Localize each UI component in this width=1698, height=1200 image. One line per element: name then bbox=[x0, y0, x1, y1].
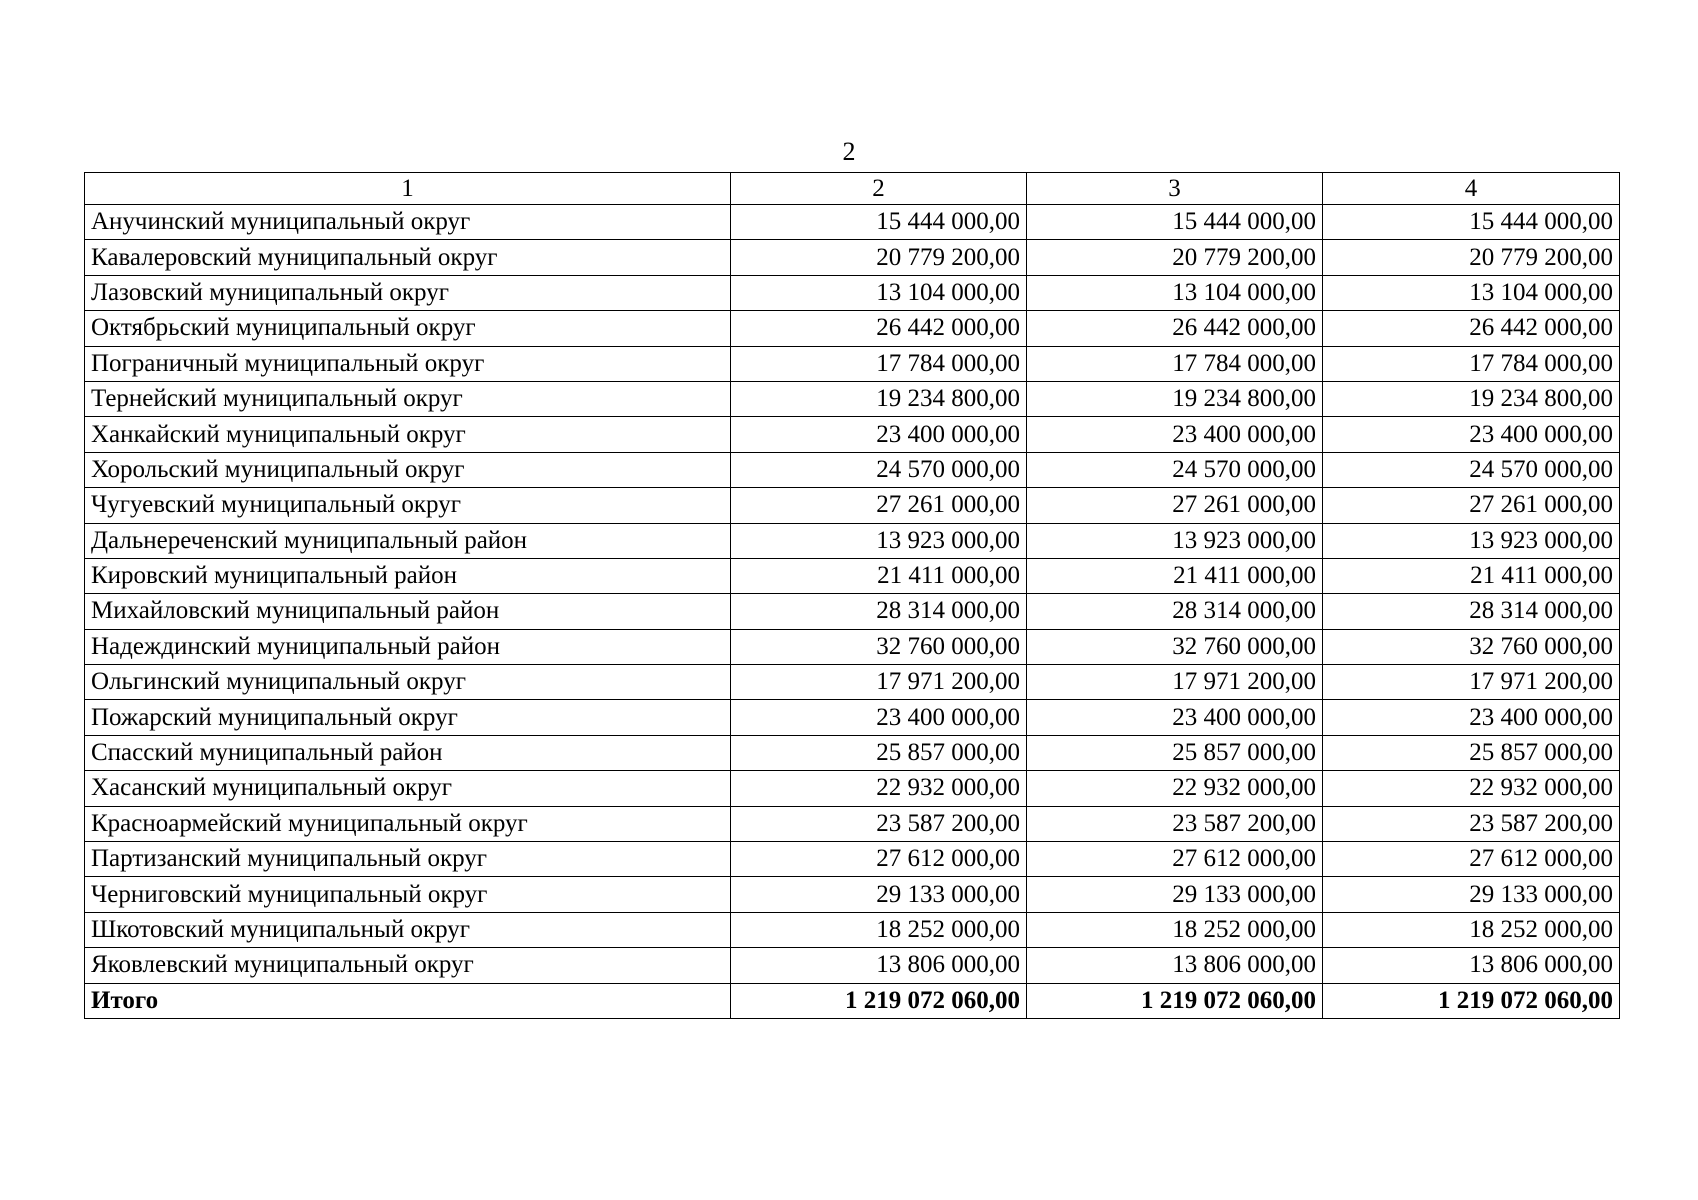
amount-column-2: 23 400 000,00 bbox=[731, 700, 1027, 735]
table-row bbox=[85, 417, 1620, 452]
amount-column-3: 27 612 000,00 bbox=[1027, 842, 1323, 877]
table-row bbox=[85, 948, 1620, 983]
amount-column-2: 13 104 000,00 bbox=[731, 275, 1027, 310]
table-body bbox=[85, 205, 1620, 1019]
municipality-name: Ольгинский муниципальный округ bbox=[85, 665, 731, 700]
municipality-name: Тернейский муниципальный округ bbox=[85, 381, 731, 416]
municipality-name: Хорольский муниципальный округ bbox=[85, 452, 731, 487]
amount-column-3: 24 570 000,00 bbox=[1027, 452, 1323, 487]
municipality-name: Пожарский муниципальный округ bbox=[85, 700, 731, 735]
column-header-4: 4 bbox=[1323, 173, 1620, 205]
column-header-2: 2 bbox=[731, 173, 1027, 205]
amount-column-3: 15 444 000,00 bbox=[1027, 205, 1323, 240]
amount-column-2: 13 806 000,00 bbox=[731, 948, 1027, 983]
amount-column-4: 21 411 000,00 bbox=[1323, 558, 1620, 593]
municipality-name: Пограничный муниципальный округ bbox=[85, 346, 731, 381]
amount-column-3: 23 587 200,00 bbox=[1027, 806, 1323, 841]
amount-column-4: 20 779 200,00 bbox=[1323, 240, 1620, 275]
table-row bbox=[85, 240, 1620, 275]
municipality-name: Партизанский муниципальный округ bbox=[85, 842, 731, 877]
municipality-name: Чугуевский муниципальный округ bbox=[85, 488, 731, 523]
amount-column-3: 13 923 000,00 bbox=[1027, 523, 1323, 558]
column-number-row bbox=[85, 173, 1620, 205]
amount-column-4: 17 971 200,00 bbox=[1323, 665, 1620, 700]
amount-column-2: 29 133 000,00 bbox=[731, 877, 1027, 912]
municipality-name: Анучинский муниципальный округ bbox=[85, 205, 731, 240]
table-row bbox=[85, 700, 1620, 735]
table-row bbox=[85, 842, 1620, 877]
amount-column-3: 18 252 000,00 bbox=[1027, 912, 1323, 947]
amount-column-2: 32 760 000,00 bbox=[731, 629, 1027, 664]
amount-column-2: 18 252 000,00 bbox=[731, 912, 1027, 947]
amount-column-3: 19 234 800,00 bbox=[1027, 381, 1323, 416]
amount-column-2: 26 442 000,00 bbox=[731, 311, 1027, 346]
amount-column-3: 32 760 000,00 bbox=[1027, 629, 1323, 664]
amount-column-2: 28 314 000,00 bbox=[731, 594, 1027, 629]
amount-column-3: 21 411 000,00 bbox=[1027, 558, 1323, 593]
amount-column-3: 20 779 200,00 bbox=[1027, 240, 1323, 275]
amount-column-3: 17 784 000,00 bbox=[1027, 346, 1323, 381]
municipality-name: Дальнереченский муниципальный район bbox=[85, 523, 731, 558]
amount-column-2: 21 411 000,00 bbox=[731, 558, 1027, 593]
total-column-3: 1 219 072 060,00 bbox=[1027, 983, 1323, 1018]
total-row bbox=[85, 983, 1620, 1018]
amount-column-2: 20 779 200,00 bbox=[731, 240, 1027, 275]
amount-column-3: 29 133 000,00 bbox=[1027, 877, 1323, 912]
municipality-name: Кавалеровский муниципальный округ bbox=[85, 240, 731, 275]
municipality-name: Кировский муниципальный район bbox=[85, 558, 731, 593]
amount-column-2: 15 444 000,00 bbox=[731, 205, 1027, 240]
amount-column-4: 23 400 000,00 bbox=[1323, 700, 1620, 735]
total-column-2: 1 219 072 060,00 bbox=[731, 983, 1027, 1018]
municipality-name: Хасанский муниципальный округ bbox=[85, 771, 731, 806]
amount-column-3: 17 971 200,00 bbox=[1027, 665, 1323, 700]
amount-column-2: 13 923 000,00 bbox=[731, 523, 1027, 558]
amount-column-2: 24 570 000,00 bbox=[731, 452, 1027, 487]
municipality-name: Надеждинский муниципальный район bbox=[85, 629, 731, 664]
amount-column-2: 23 400 000,00 bbox=[731, 417, 1027, 452]
table-row bbox=[85, 665, 1620, 700]
amount-column-4: 28 314 000,00 bbox=[1323, 594, 1620, 629]
column-header-1: 1 bbox=[85, 173, 731, 205]
amount-column-4: 15 444 000,00 bbox=[1323, 205, 1620, 240]
municipality-name: Черниговский муниципальный округ bbox=[85, 877, 731, 912]
amount-column-4: 23 400 000,00 bbox=[1323, 417, 1620, 452]
municipality-name: Октябрьский муниципальный округ bbox=[85, 311, 731, 346]
amount-column-3: 23 400 000,00 bbox=[1027, 700, 1323, 735]
amount-column-2: 17 971 200,00 bbox=[731, 665, 1027, 700]
amount-column-3: 13 806 000,00 bbox=[1027, 948, 1323, 983]
table-row bbox=[85, 558, 1620, 593]
total-label: Итого bbox=[85, 983, 731, 1018]
table-row bbox=[85, 912, 1620, 947]
amount-column-3: 23 400 000,00 bbox=[1027, 417, 1323, 452]
table-row bbox=[85, 523, 1620, 558]
amount-column-2: 22 932 000,00 bbox=[731, 771, 1027, 806]
amount-column-4: 18 252 000,00 bbox=[1323, 912, 1620, 947]
municipality-name: Спасский муниципальный район bbox=[85, 735, 731, 770]
amount-column-3: 26 442 000,00 bbox=[1027, 311, 1323, 346]
amount-column-4: 27 261 000,00 bbox=[1323, 488, 1620, 523]
table-row bbox=[85, 311, 1620, 346]
amount-column-4: 22 932 000,00 bbox=[1323, 771, 1620, 806]
municipality-name: Лазовский муниципальный округ bbox=[85, 275, 731, 310]
amount-column-3: 22 932 000,00 bbox=[1027, 771, 1323, 806]
table-row bbox=[85, 381, 1620, 416]
amount-column-2: 23 587 200,00 bbox=[731, 806, 1027, 841]
table-row bbox=[85, 452, 1620, 487]
municipality-name: Шкотовский муниципальный округ bbox=[85, 912, 731, 947]
municipality-name: Ханкайский муниципальный округ bbox=[85, 417, 731, 452]
amount-column-4: 13 806 000,00 bbox=[1323, 948, 1620, 983]
table-row bbox=[85, 629, 1620, 664]
amount-column-4: 24 570 000,00 bbox=[1323, 452, 1620, 487]
amount-column-3: 27 261 000,00 bbox=[1027, 488, 1323, 523]
amount-column-3: 13 104 000,00 bbox=[1027, 275, 1323, 310]
amount-column-4: 13 104 000,00 bbox=[1323, 275, 1620, 310]
total-column-4: 1 219 072 060,00 bbox=[1323, 983, 1620, 1018]
amount-column-3: 28 314 000,00 bbox=[1027, 594, 1323, 629]
table-row bbox=[85, 346, 1620, 381]
budget-table bbox=[84, 172, 1620, 1019]
amount-column-4: 23 587 200,00 bbox=[1323, 806, 1620, 841]
column-header-3: 3 bbox=[1027, 173, 1323, 205]
amount-column-2: 19 234 800,00 bbox=[731, 381, 1027, 416]
municipality-name: Красноармейский муниципальный округ bbox=[85, 806, 731, 841]
amount-column-2: 27 261 000,00 bbox=[731, 488, 1027, 523]
table-row bbox=[85, 877, 1620, 912]
amount-column-4: 32 760 000,00 bbox=[1323, 629, 1620, 664]
amount-column-2: 27 612 000,00 bbox=[731, 842, 1027, 877]
table-row bbox=[85, 488, 1620, 523]
amount-column-4: 19 234 800,00 bbox=[1323, 381, 1620, 416]
amount-column-2: 17 784 000,00 bbox=[731, 346, 1027, 381]
municipality-name: Яковлевский муниципальный округ bbox=[85, 948, 731, 983]
table-row bbox=[85, 735, 1620, 770]
table-row bbox=[85, 275, 1620, 310]
municipality-name: Михайловский муниципальный район bbox=[85, 594, 731, 629]
amount-column-4: 13 923 000,00 bbox=[1323, 523, 1620, 558]
page-number: 2 bbox=[842, 137, 856, 166]
amount-column-4: 17 784 000,00 bbox=[1323, 346, 1620, 381]
amount-column-4: 25 857 000,00 bbox=[1323, 735, 1620, 770]
amount-column-4: 27 612 000,00 bbox=[1323, 842, 1620, 877]
amount-column-4: 26 442 000,00 bbox=[1323, 311, 1620, 346]
amount-column-2: 25 857 000,00 bbox=[731, 735, 1027, 770]
table-row bbox=[85, 594, 1620, 629]
table-row bbox=[85, 806, 1620, 841]
table-row bbox=[85, 771, 1620, 806]
table-row bbox=[85, 205, 1620, 240]
amount-column-4: 29 133 000,00 bbox=[1323, 877, 1620, 912]
amount-column-3: 25 857 000,00 bbox=[1027, 735, 1323, 770]
